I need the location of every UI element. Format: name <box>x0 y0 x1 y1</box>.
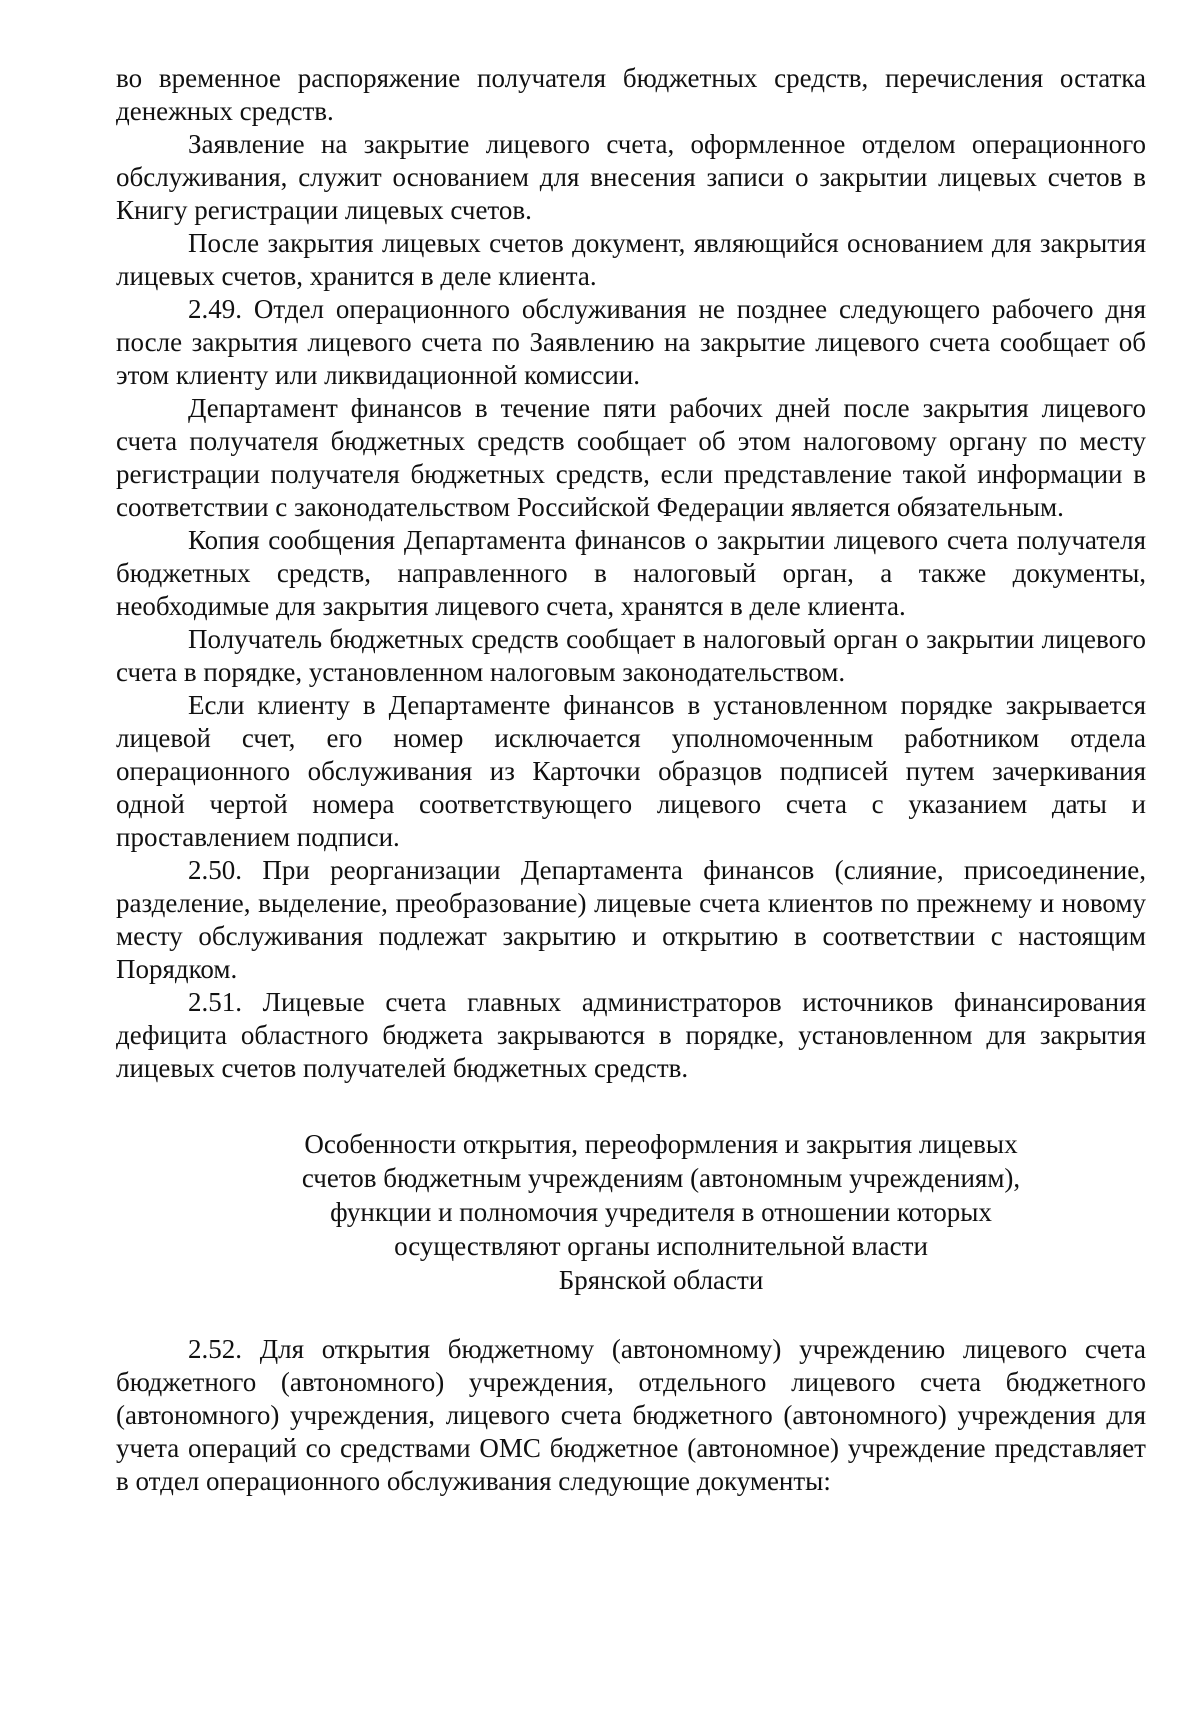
section-heading-line: счетов бюджетным учреждениям (автономным учреждениям), <box>301 1163 1021 1193</box>
document-page <box>116 62 1146 1498</box>
paragraph-recipient-notifies: Получатель бюджетных средств сообщает в налоговый орган о закрытии лицевого счета в порядке, установленном налоговым законодательством. <box>116 624 1146 687</box>
paragraph-2-51: 2.51. Лицевые счета главных администраторов источников финансирования дефицита областного бюджета закрываются в порядке, установленном для закрытия лицевых счетов получателей бюджетных средств. <box>116 987 1146 1083</box>
section-heading-line: осуществляют органы исполнительной власти <box>394 1231 928 1261</box>
section-heading-line: функции и полномочия учредителя в отношении которых <box>330 1197 992 1227</box>
paragraph-signature-card: Если клиенту в Департаменте финансов в установленном порядке закрывается лицевой счет, его номер исключается уполномоченным работником отдела операционного обслуживания из Карточки образцов подписей путем зачеркивания одной чертой номера соответствующего лицевого счета с указанием даты и проставлением подписи. <box>116 690 1146 852</box>
paragraph-continuation: во временное распоряжение получателя бюджетных средств, перечисления остатка денежных средств. <box>116 63 1146 126</box>
section-heading-line: Брянской области <box>558 1265 764 1295</box>
paragraph-message-copy: Копия сообщения Департамента финансов о закрытии лицевого счета получателя бюджетных средств, направленного в налоговый орган, а также документы, необходимые для закрытия лицевого счета, хранятся в деле клиента. <box>116 525 1146 621</box>
paragraph-2-50: 2.50. При реорганизации Департамента финансов (слияние, присоединение, разделение, выделение, преобразование) лицевые счета клиентов по прежнему и новому месту обслуживания подлежат закрытию и открытию в соответствии с настоящим Порядком. <box>116 855 1146 984</box>
paragraph-closing-application: Заявление на закрытие лицевого счета, оформленное отделом операционного обслуживания, служит основанием для внесения записи о закрытии лицевых счетов в Книгу регистрации лицевых счетов. <box>116 129 1146 225</box>
paragraph-2-52: 2.52. Для открытия бюджетному (автономному) учреждению лицевого счета бюджетного (автономного) учреждения, отдельного лицевого счета бюджетного (автономного) учреждения, лицевого счета бюджетного (автономного) учреждения для учета операций со средствами ОМС бюджетное (автономное) учреждение представляет в отдел операционного обслуживания следующие документы: <box>116 1334 1146 1496</box>
section-heading-line: Особенности открытия, переоформления и закрытия лицевых <box>304 1129 1018 1159</box>
paragraph-tax-notification: Департамент финансов в течение пяти рабочих дней после закрытия лицевого счета получателя бюджетных средств сообщает об этом налоговому органу по месту регистрации получателя бюджетных средств, если представление такой информации в соответствии с законодательством Российской Федерации является обязательным. <box>116 393 1146 522</box>
paragraph-2-49: 2.49. Отдел операционного обслуживания не позднее следующего рабочего дня после закрытия лицевого счета по Заявлению на закрытие лицевого счета сообщает об этом клиенту или ликвидационной комиссии. <box>116 294 1146 390</box>
paragraph-document-storage: После закрытия лицевых счетов документ, являющийся основанием для закрытия лицевых счетов, хранится в деле клиента. <box>116 228 1146 291</box>
section-heading <box>116 1127 1146 1297</box>
